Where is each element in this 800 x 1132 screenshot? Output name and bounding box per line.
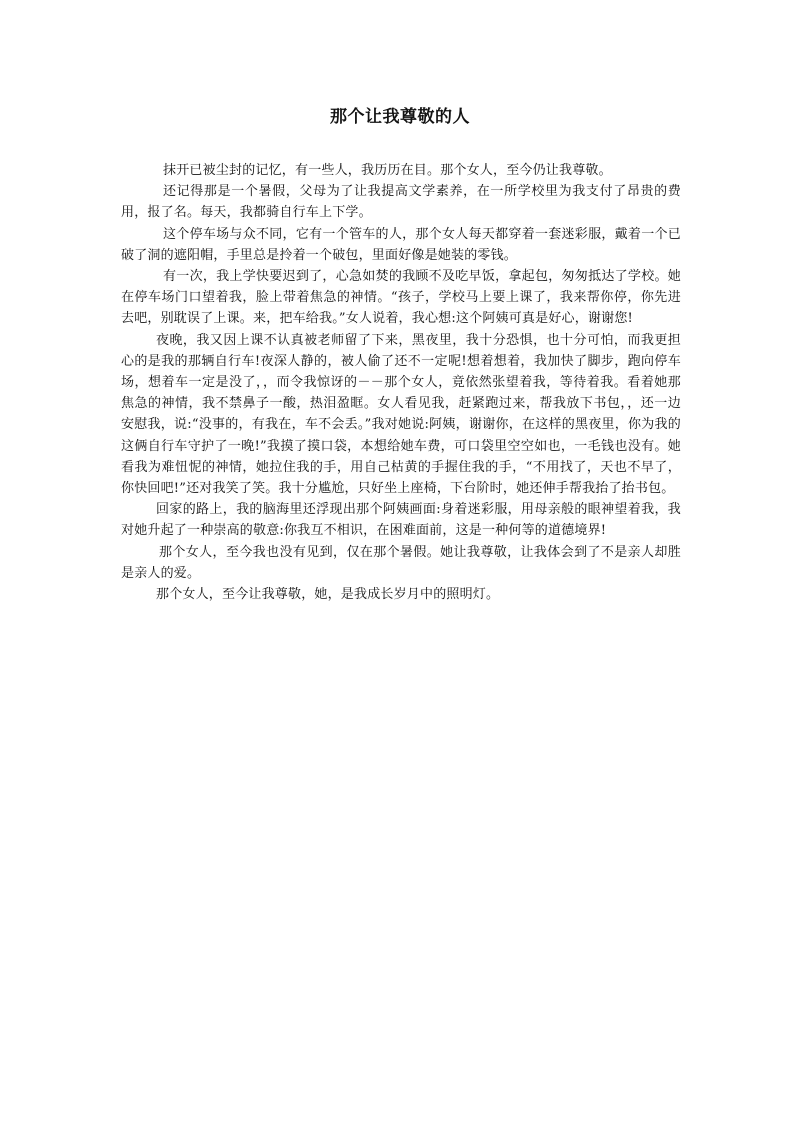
- paragraph-6: 回家的路上，我的脑海里还浮现出那个阿姨画面:身着迷彩服，用母亲般的眼神望着我，我对她升起了一种崇高的敬意:你我互不相识，在困难面前，这是一种何等的道德境界!: [121, 502, 681, 539]
- paragraph-4: 有一次，我上学快要迟到了，心急如焚的我顾不及吃早饭，拿起包，匆匆抵达了学校。她在停车场门口望着我，脸上带着焦急的神情。“孩子，学校马上要上课了，我来帮你停，你先进去吧，别耽误了上课。来，把车给我。”女人说着，我心想:这个阿姨可真是好心，谢谢您!: [121, 269, 681, 327]
- document-title: 那个让我尊敬的人: [330, 107, 470, 127]
- article-body: [121, 160, 681, 605]
- paragraph-7: 那个女人，至今我也没有见到，仅在那个暑假。她让我尊敬，让我体会到了不是亲人却胜是亲人的爱。: [121, 544, 681, 581]
- paragraph-3: 这个停车场与众不同，它有一个管车的人，那个女人每天都穿着一套迷彩服，戴着一个已破了洞的遮阳帽，手里总是拎着一个破包，里面好像是她装的零钱。: [121, 226, 681, 263]
- paragraph-2: 还记得那是一个暑假，父母为了让我提高文学素养，在一所学校里为我支付了昂贵的费用，报了名。每天，我都骑自行车上下学。: [121, 184, 681, 221]
- paragraph-8: 那个女人，至今让我尊敬，她，是我成长岁月中的照明灯。: [156, 587, 500, 603]
- paragraph-1: 抹开已被尘封的记忆，有一些人，我历历在目。那个女人，至今仍让我尊敬。: [163, 163, 612, 178]
- paragraph-5: 夜晚，我又因上课不认真被老师留了下来，黑夜里，我十分恐惧，也十分可怕，而我更担心的是我的那辆自行车!夜深人静的，被人偷了还不一定呢!想着想着，我加快了脚步，跑向停车场，想着车一定是没了，，而令我惊讶的－－那个女人，竟依然张望着我，等待着我。看着她那焦急的神情，我不禁鼻子一酸，热泪盈眶。女人看见我，赶紧跑过来，帮我放下书包，，还一边安慰我，说:“没事的，有我在，车不会丢。”我对她说:阿姨，谢谢你，在这样的黑夜里，你为我的这俩自行车守护了一晚!”我摸了摸口袋，本想给她车费，可口袋里空空如也，一毛钱也没有。她看我为难忸怩的神情，她拉住我的手，用自己枯黄的手握住我的手，“不用找了，天也不早了，你快回吧!”还对我笑了笑。我十分尴尬，只好坐上座椅，下台阶时，她还伸手帮我抬了抬书包。: [121, 332, 681, 497]
